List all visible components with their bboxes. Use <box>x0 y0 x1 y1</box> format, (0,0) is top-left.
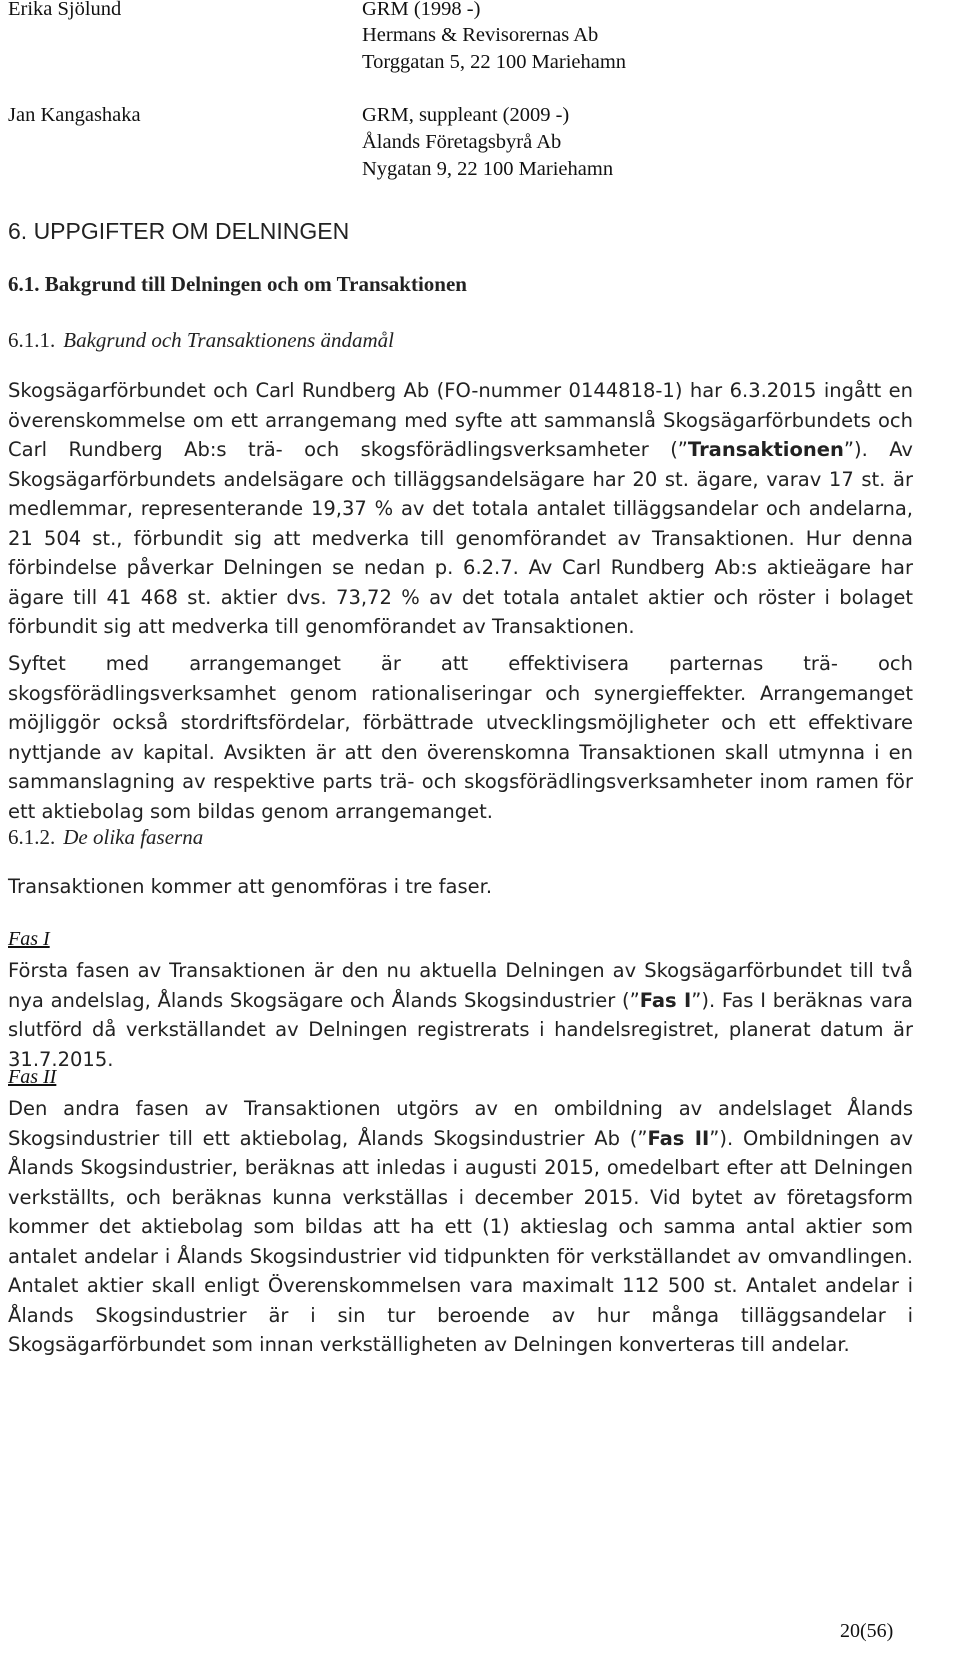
page-number: 20(56) <box>840 1620 894 1642</box>
subsubsection-title: De olika faserna <box>63 825 204 849</box>
member-address: Torggatan 5, 22 100 Mariehamn <box>362 51 627 73</box>
member-role: GRM (1998 -) <box>362 0 481 20</box>
subsubsection-heading <box>8 825 203 850</box>
subsection-heading: 6.1. Bakgrund till Delningen och om Transaktionen <box>8 272 467 296</box>
member-name: Erika Sjölund <box>8 0 122 20</box>
paragraph-text: Första fasen av Transaktionen är den nu aktuella Delningen av Skogsägarförbundet till två nya andelslag, Ålands Skogsägare och Ålands Skogsindustrier (” <box>8 959 913 1012</box>
paragraph-phases: Transaktionen kommer att genomföras i tre faser. <box>8 875 493 898</box>
subsubsection-title: Bakgrund och Transaktionens ändamål <box>63 328 394 352</box>
subsubsection-number: 6.1.2. <box>8 825 56 849</box>
member-address: Nygatan 9, 22 100 Mariehamn <box>362 158 614 180</box>
paragraph-phase-2 <box>8 1094 913 1360</box>
member-role: GRM, suppleant (2009 -) <box>362 104 570 126</box>
defined-term: Fas II <box>647 1126 710 1150</box>
phase-label: Fas II <box>8 1066 57 1088</box>
member-company: Hermans & Revisorernas Ab <box>362 24 599 46</box>
member-name: Jan Kangashaka <box>8 104 141 126</box>
subsubsection-number: 6.1.1. <box>8 328 56 352</box>
paragraph-phase-1 <box>8 956 913 1074</box>
paragraph-text: Den andra fasen av Transaktionen utgörs av en ombildning av andelslaget Ålands Skogsindustrier till ett aktiebolag, Ålands Skogsindustrier Ab (” <box>8 1097 913 1150</box>
paragraph-text: ”). Fas I beräknas vara slutförd då verkställandet av Delningen registrerats i handelsregistret, planerat datum är 31.7.2015. <box>8 988 913 1071</box>
member-company: Ålands Företagsbyrå Ab <box>362 131 562 153</box>
paragraph-purpose: Syftet med arrangemanget är att effektivisera parternas trä- och skogsförädlingsverksamhet genom rationaliseringar och synergieffekter. Arrangemanget möjliggör också stordriftsfördelar, förbättrade utvecklingsmöjligheter och ett effektivare nyttjande av kapital. Avsikten är att den överenskomna Transaktionen skall utmynna i en sammanslagning av respektive parts trä- och skogsförädlingsverksamheter inom ramen för ett aktiebolag som bildas genom arrangemanget. <box>8 652 913 823</box>
subsubsection-heading <box>8 328 394 353</box>
paragraph-text: Skogsägarförbundet och Carl Rundberg Ab (FO-nummer 0144818-1) har 6.3.2015 ingått en överenskommelse om ett arrangemang med syfte att sammanslå Skogsägarförbundets och Carl Rundberg Ab:s trä- och skogsförädlingsverksamheter (” <box>8 379 913 461</box>
defined-term: Transaktionen <box>687 438 844 461</box>
section-heading: 6. UPPGIFTER OM DELNINGEN <box>8 218 350 244</box>
paragraph-transaction <box>8 376 913 642</box>
paragraph-text: ”). Ombildningen av Ålands Skogsindustrier, beräknas att inledas i augusti 2015, omedelbart efter att Delningen verkställts, och beräknas kunna verkställas i december 2015. Vid bytet av företagsform kommer det aktiebolag som bildas att ha ett (1) aktieslag och samma antal aktier som antalet andelar i Ålands Skogsindustrier vid tidpunkten för verkställandet av omvandlingen. Antalet aktier skall enligt Överenskommelsen vara maximalt 112 500 st. Antalet andelar i Ålands Skogsindustrier är i sin tur beroende av hur många tilläggsandelar i Skogsägarförbundet som innan verkställigheten av Delningen konverteras till andelar. <box>8 1126 913 1356</box>
paragraph-text: ”). Av Skogsägarförbundets andelsägare och tilläggsandelsägare har 20 st. ägare, varav 17 st. är medlemmar, representerande 19,37 % av det totala antalet tilläggsandelar och andelarna, 21 504 st., förbundit sig att medverka till genomförandet av Transaktionen. Hur denna förbindelse påverkar Delningen se nedan p. 6.2.7. Av Carl Rundberg Ab:s aktieägare har ägare till 41 468 st. aktier dvs. 73,72 % av det totala antalet aktier och röster i bolaget förbundit sig att medverka till genomförandet av Transaktionen. <box>8 438 913 638</box>
phase-label: Fas I <box>8 928 50 950</box>
defined-term: Fas I <box>639 988 692 1012</box>
